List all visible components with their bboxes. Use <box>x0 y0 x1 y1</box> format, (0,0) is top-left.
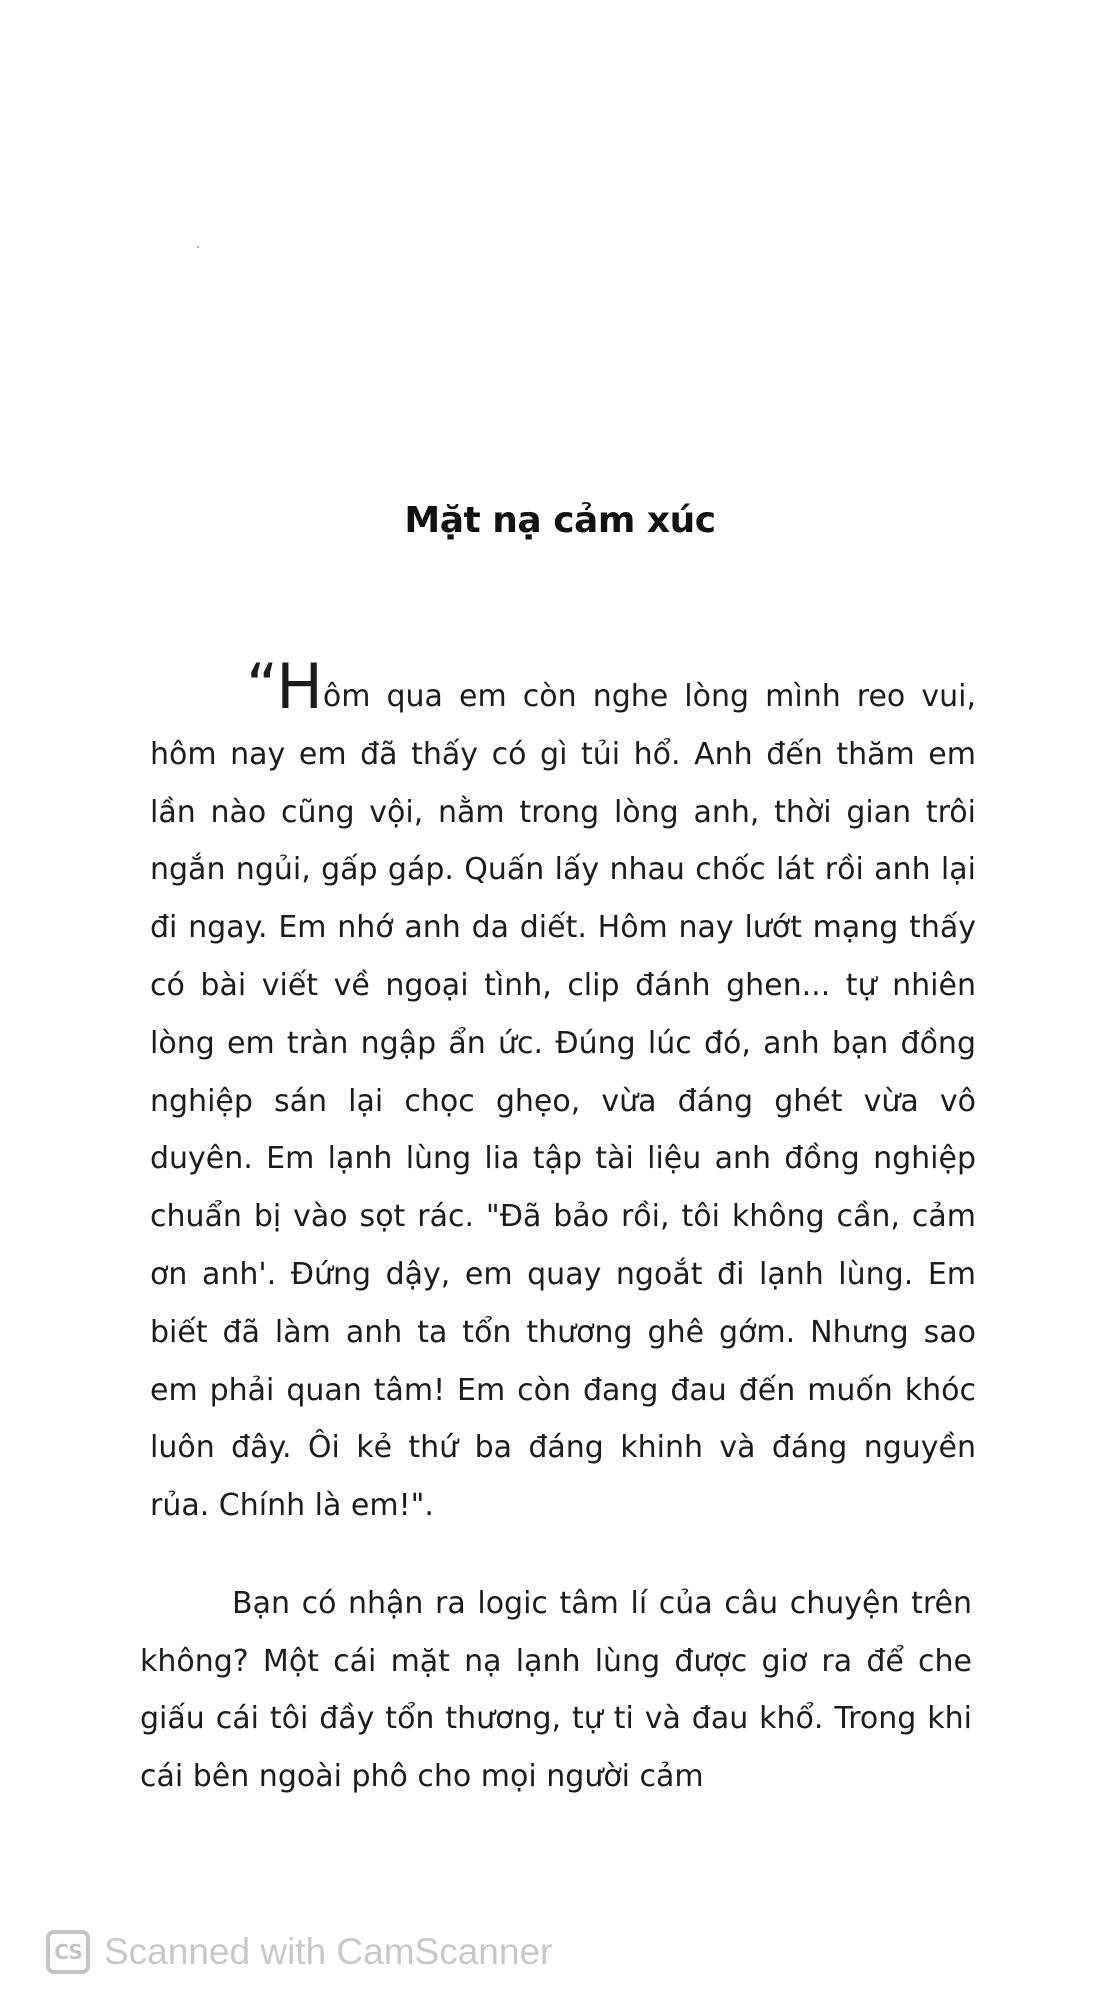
scan-speck <box>197 246 199 248</box>
paragraph-1 <box>150 650 976 1535</box>
watermark-text: Scanned with CamScanner <box>104 1931 553 1972</box>
camscanner-watermark <box>46 1926 552 1978</box>
camscanner-logo-icon: CS <box>46 1930 90 1974</box>
chapter-title: Mặt nạ cảm xúc <box>404 500 716 541</box>
paragraph-1-text: ôm qua em còn nghe lòng mình reo vui, hôm nay em đã thấy có gì tủi hổ. Anh đến thăm em lần nào cũng vội, nằm trong lòng anh, thời gian trôi ngắn ngủi, gấp gáp. Quấn lấy nhau chốc lát rồi anh lại đi ngay. Em nhớ anh da diết. Hôm nay lướt mạng thấy có bài viết về ngoại tình, clip đánh ghen... tự nhiên lòng em tràn ngập ẩn ức. Đúng lúc đó, anh bạn đồng nghiệp sán lại chọc ghẹo, vừa đáng ghét vừa vô duyên. Em lạnh lùng lia tập tài liệu anh đồng nghiệp chuẩn bị vào sọt rác. "Đã bảo rồi, tôi không cần, cảm ơn anh'. Đứng dậy, em quay ngoắt đi lạnh lùng. Em biết đã làm anh ta tổn thương ghê gớm. Nhưng sao em phải quan tâm! Em còn đang đau đến muốn khóc luôn đây. Ôi kẻ thứ ba đáng khinh và đáng nguyền rủa. Chính là em!". <box>150 679 976 1524</box>
paragraph-2: Bạn có nhận ra logic tâm lí của câu chuyện trên không? Một cái mặt nạ lạnh lùng được giơ ra để che giấu cái tôi đầy tổn thương, tự ti và đau khổ. Trong khi cái bên ngoài phô cho mọi người cảm <box>140 1586 972 1794</box>
drop-cap: “H <box>246 650 323 723</box>
